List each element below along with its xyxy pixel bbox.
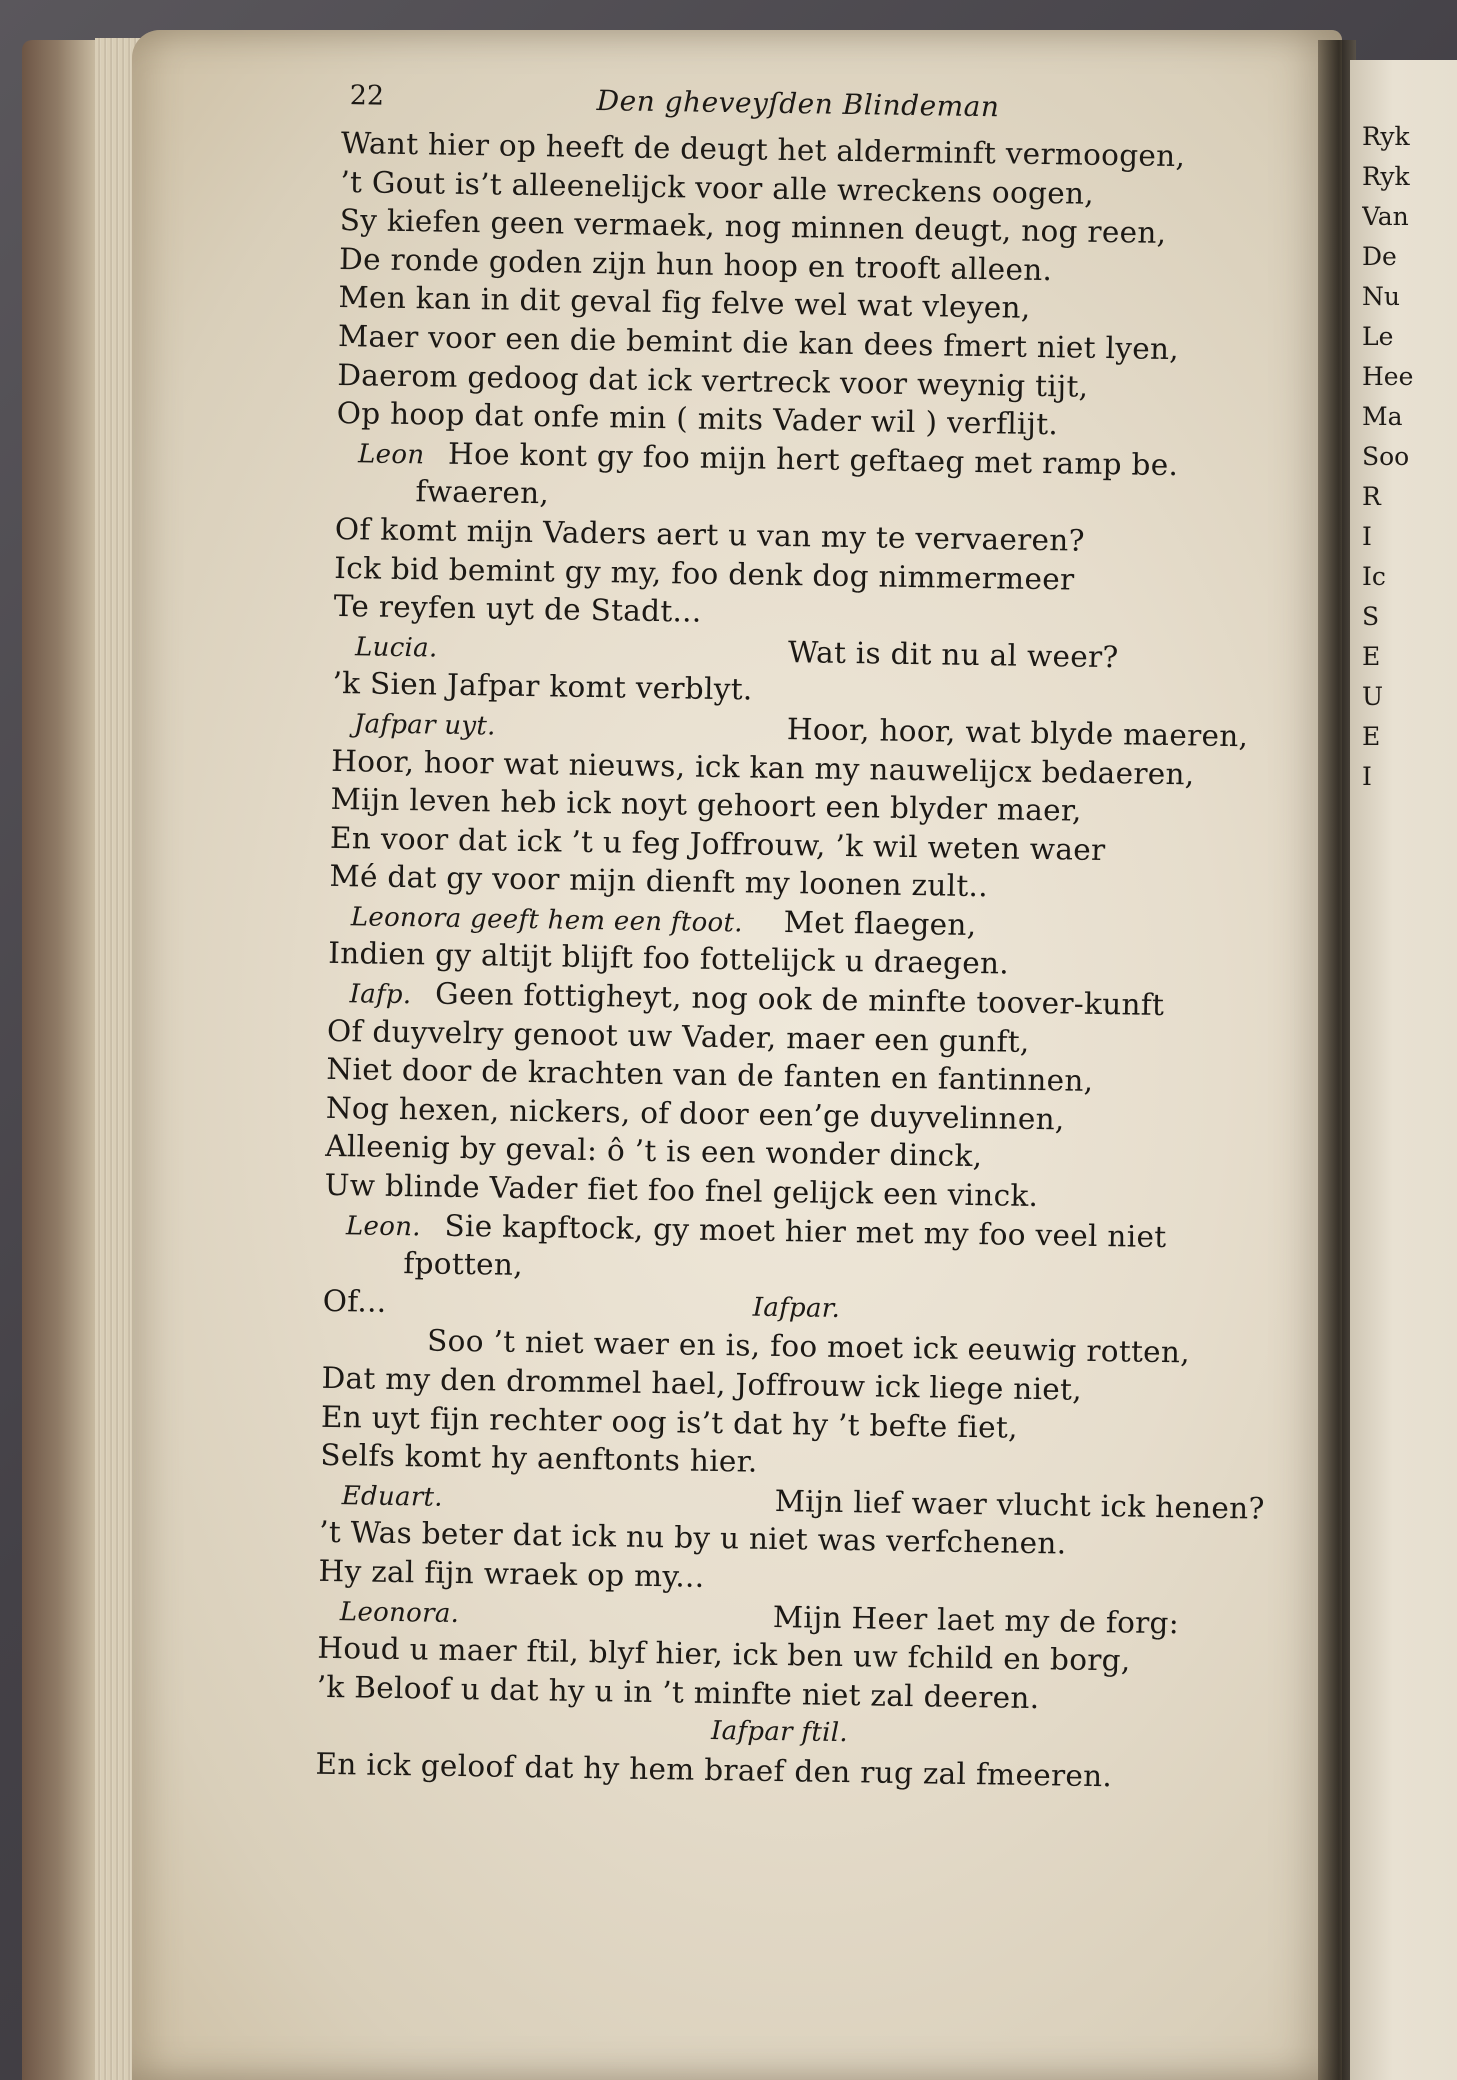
speaker-name: Iafpar. xyxy=(752,1292,841,1324)
line-text: Houd u maer ftil, blyf hier, ick ben uw fchild en borg, xyxy=(317,1630,1131,1678)
line-text: Op hoop dat onfe min ( mits Vader wil ) verflijt. xyxy=(336,396,1059,442)
line-text: Hoe kont gy foo mijn hert geftaeg met ramp be. xyxy=(438,436,1179,482)
line-text: ’k Sien Jafpar komt verblyt. xyxy=(332,666,753,707)
verse-lines xyxy=(315,124,1331,1799)
line-text: Indien gy altijt blijft foo fottelijck u draegen. xyxy=(328,936,1010,982)
facing-page-fragment: E xyxy=(1362,642,1381,671)
speaker-name: Iafpar ftil. xyxy=(710,1716,849,1749)
speaker-name: Leon. xyxy=(345,1210,422,1243)
line-text: Of duyvelry genoot uw Vader, maer een gunft, xyxy=(326,1013,1030,1059)
line-text: En voor dat ick ’t u feg Joffrouw, ’k wil weten waer xyxy=(329,820,1106,867)
speaker-name: Lucia. xyxy=(354,631,438,664)
line-text: Alleenig by geval: ô ’t is een wonder dinck, xyxy=(324,1129,983,1174)
line-text: Mijn leven heb ick noyt gehoort een blyder maer, xyxy=(330,782,1082,828)
line-text-continuation: Met flaegen, xyxy=(783,904,977,942)
line-text: Want hier op heeft de deugt het alderminft vermoogen, xyxy=(340,125,1186,174)
line-text: Mé dat gy voor mijn dienft my loonen zult.. xyxy=(329,859,989,904)
line-text-continuation: Hoor, hoor, wat blyde maeren, xyxy=(786,711,1249,754)
line-text: Maer voor een die bemint die kan dees fmert niet lyen, xyxy=(337,318,1180,367)
facing-page-fragment: Nu xyxy=(1362,282,1400,311)
facing-page-fragment: Ryk xyxy=(1362,122,1410,151)
speaker-name: Jafpar uyt. xyxy=(353,709,496,742)
line-text: Sy kiefen geen vermaek, nog minnen deugt, nog reen, xyxy=(339,203,1167,251)
line-text: En ick geloof dat hy hem braef den rug zal fmeeren. xyxy=(315,1746,1113,1794)
running-title: Den gheveyſden Blindeman xyxy=(596,84,1000,124)
speaker-name: Eduart. xyxy=(341,1480,444,1513)
facing-page-fragment: R xyxy=(1362,482,1381,511)
line-text: Geen fottigheyt, nog ook de minfte toover-kunft xyxy=(425,976,1165,1023)
line-text: Daerom gedoog dat ick vertreck voor weynig tijt, xyxy=(337,357,1089,404)
line-text: Of komt mijn Vaders aert u van my te vervaeren? xyxy=(334,511,1086,558)
facing-page-fragment: U xyxy=(1362,682,1384,711)
speaker-name: Leon xyxy=(357,439,425,471)
line-text: En uyt fijn rechter oog is’t dat hy ’t befte fiet, xyxy=(320,1399,1019,1445)
page-number: 22 xyxy=(349,80,385,112)
line-text: fwaeren, xyxy=(415,474,550,511)
line-text: Sie kapftock, gy moet hier met my foo veel niet xyxy=(434,1208,1167,1254)
facing-page-fragment: Soo xyxy=(1362,442,1410,471)
line-text: Soo ’t niet waer en is, foo moet ick eeuwig rotten, xyxy=(426,1323,1191,1370)
facing-page-fragment: E xyxy=(1362,722,1381,751)
facing-page-fragment: Ic xyxy=(1362,562,1386,591)
line-text: Men kan in dit geval fig felve wel wat vleyen, xyxy=(338,280,1031,326)
line-text: ’k Beloof u dat hy u in ’t minfte niet zal deeren. xyxy=(316,1669,1040,1715)
speaker-name: Leonora geeft hem een ftoot. xyxy=(350,902,744,939)
line-text: Ick bid bemint gy my, foo denk dog nimmermeer xyxy=(334,550,1075,597)
facing-page-fragment: Ryk xyxy=(1362,162,1410,191)
facing-page-fragment: De xyxy=(1362,242,1397,271)
line-text: fpotten, xyxy=(403,1246,524,1283)
page-text xyxy=(315,80,1332,1799)
line-text: De ronde goden zijn hun hoop en trooft alleen. xyxy=(338,241,1053,287)
line-text: Selfs komt hy aenftonts hier. xyxy=(320,1438,758,1479)
line-text: Of... xyxy=(322,1283,387,1319)
facing-page-fragment: Van xyxy=(1362,202,1409,231)
facing-page-fragment: S xyxy=(1362,602,1380,631)
line-text: Nog hexen, nickers, of door een’ge duyvelinnen, xyxy=(325,1090,1065,1137)
facing-page xyxy=(1350,60,1457,2080)
line-text: Uw blinde Vader fiet foo fnel gelijck een vinck. xyxy=(324,1167,1039,1214)
facing-page-fragment: I xyxy=(1362,522,1372,551)
speaker-name: Iafp. xyxy=(349,979,412,1011)
line-text: ’t Gout is’t alleenelijck voor alle wreckens oogen, xyxy=(340,164,1095,211)
speaker-name: Leonora. xyxy=(339,1596,460,1629)
line-text-continuation: Mijn Heer laet my de forg: xyxy=(772,1599,1180,1640)
facing-page-fragment: Le xyxy=(1362,322,1394,351)
facing-page-fragment: I xyxy=(1362,762,1372,791)
line-text-continuation: Mijn lief waer vlucht ick henen? xyxy=(774,1483,1265,1526)
line-text: Niet door de krachten van de fanten en fantinnen, xyxy=(326,1052,1094,1099)
line-text: Hoor, hoor wat nieuws, ick kan my nauwelijcx bedaeren, xyxy=(331,743,1195,791)
facing-page-fragment: Hee xyxy=(1362,362,1414,391)
line-text: Te reyfen uyt de Stadt... xyxy=(333,589,702,629)
facing-page-fragment: Ma xyxy=(1362,402,1403,431)
line-text-continuation: Wat is dit nu al weer? xyxy=(787,634,1119,674)
line-text: ’t Was beter dat ick nu by u niet was verfchenen. xyxy=(318,1515,1067,1561)
line-text: Dat my den drommel hael, Joffrouw ick liege niet, xyxy=(321,1360,1083,1407)
line-text: Hy zal fijn wraek op my... xyxy=(318,1553,705,1594)
